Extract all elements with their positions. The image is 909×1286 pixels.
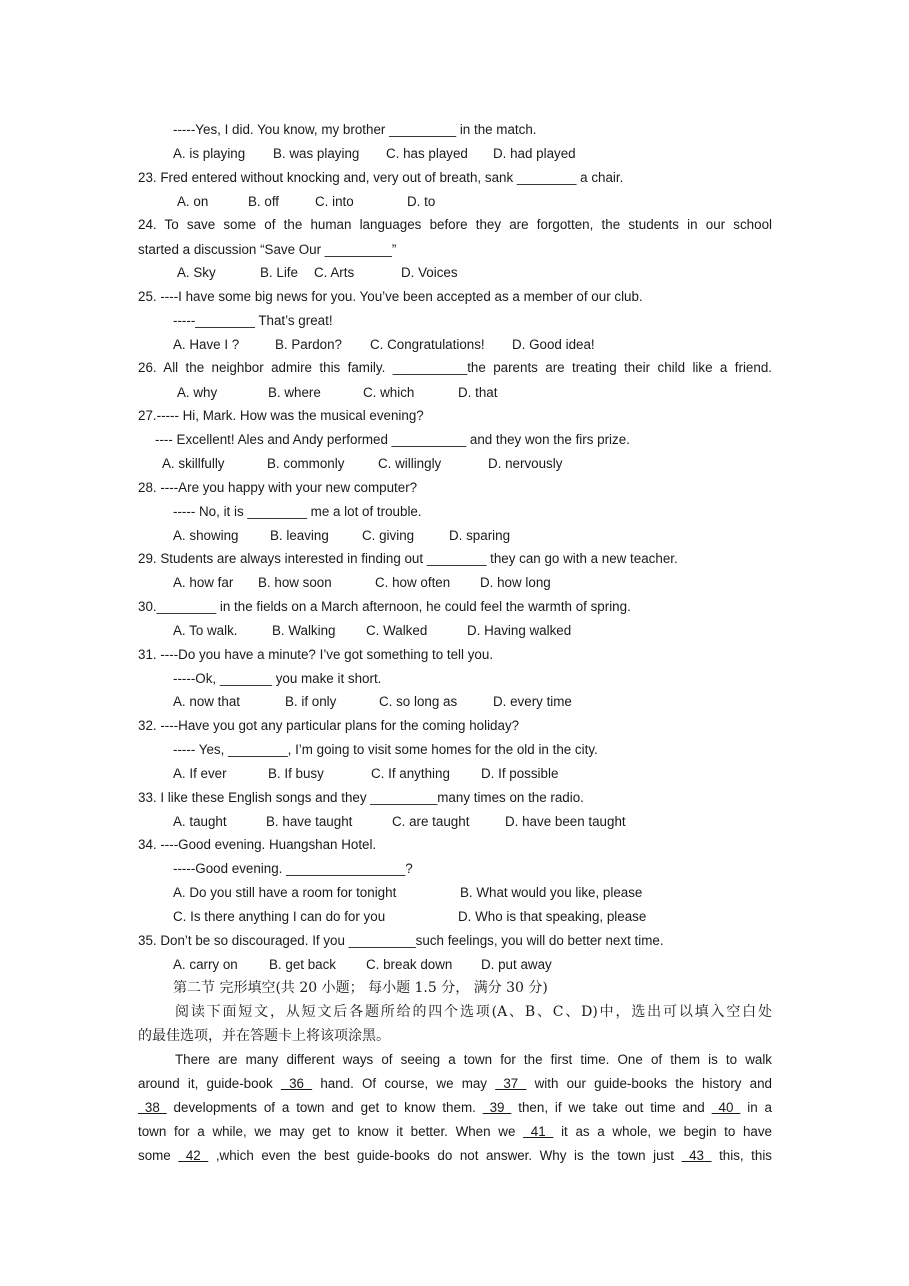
- line-text: 30.________ in the fields on a March afternoon, he could feel the warmth of spring.: [138, 599, 631, 614]
- passage-text: There are many different ways of seeing a town for the first time. One of them is to walk: [175, 1052, 772, 1067]
- option-c: C. are taught: [392, 814, 470, 829]
- q32-options: [173, 765, 559, 783]
- option-a: A. now that: [173, 694, 240, 709]
- line-text: 23. Fred entered without knocking and, very out of breath, sank ________ a chair.: [138, 170, 624, 185]
- option-d: D. that: [458, 385, 498, 400]
- option-c: C. Walked: [366, 623, 428, 638]
- option-c: C. Congratulations!: [370, 337, 485, 352]
- option-a: A. how far: [173, 575, 234, 590]
- q24-options: [177, 264, 458, 282]
- option-d: D. If possible: [481, 766, 559, 781]
- option-c: C. If anything: [371, 766, 450, 781]
- option-d: D. how long: [480, 575, 551, 590]
- q22-options: [173, 145, 576, 163]
- line-text: 31. ----Do you have a minute? I’ve got something to tell you.: [138, 647, 494, 662]
- q28-stem: [138, 479, 417, 497]
- q25-reply: [173, 312, 333, 330]
- line-text: -----Ok, _______ you make it short.: [173, 671, 382, 686]
- option-c: C. Is there anything I can do for you: [173, 909, 386, 924]
- passage-text: some: [138, 1148, 179, 1163]
- option-a: A. taught: [173, 814, 227, 829]
- passage-text: town for a while, we may get to know it better. When we: [138, 1124, 524, 1139]
- option-b: B. commonly: [267, 456, 345, 471]
- line-text: 25. ----I have some big news for you. You’ve been accepted as a member of our club.: [138, 289, 643, 304]
- option-b: B. What would you like, please: [460, 885, 643, 900]
- instructions-line2: [138, 1027, 390, 1045]
- q34-reply: [173, 860, 413, 878]
- passage-text: this, this: [711, 1148, 773, 1163]
- line-text: 阅读下面短文，从短文后各题所给的四个选项(A、B、C、D)中，选出可以填入空白处: [175, 1004, 772, 1020]
- q30-stem: [138, 598, 631, 616]
- option-b: B. get back: [269, 957, 336, 972]
- q26-options: [177, 384, 498, 402]
- line-text: 26. All the neighbor admire this family. __________the parents are treating their child like a friend.: [138, 360, 772, 375]
- option-a: A. showing: [173, 528, 239, 543]
- q33-stem: [138, 789, 584, 807]
- cloze-blank-number: 42: [178, 1148, 209, 1163]
- q31-options: [173, 693, 572, 711]
- passage-text: in a: [740, 1100, 772, 1115]
- option-a: A. why: [177, 385, 218, 400]
- option-d: D. to: [407, 194, 436, 209]
- cloze-blank-number: 38: [138, 1100, 167, 1115]
- option-d: D. had played: [493, 146, 576, 161]
- passage-line: [138, 1147, 772, 1165]
- q34-stem: [138, 836, 376, 854]
- option-b: B. was playing: [273, 146, 360, 161]
- option-b: B. Life: [260, 265, 298, 280]
- passage-text: with our guide-books the history and: [526, 1076, 773, 1091]
- q32-reply: [173, 741, 598, 759]
- line-text: -----Yes, I did. You know, my brother _________ in the match.: [173, 122, 537, 137]
- q35-options: [173, 956, 552, 974]
- line-text: ----- Yes, ________, I’m going to visit some homes for the old in the city.: [173, 742, 598, 757]
- option-c: C. has played: [386, 146, 468, 161]
- passage-line: [138, 1123, 772, 1141]
- option-c: C. giving: [362, 528, 415, 543]
- option-a: A. carry on: [173, 957, 238, 972]
- passage-text: hand. Of course, we may: [312, 1076, 496, 1091]
- q27-options: [162, 455, 563, 473]
- option-d: D. Good idea!: [512, 337, 595, 352]
- option-b: B. Walking: [272, 623, 336, 638]
- option-b: B. have taught: [266, 814, 353, 829]
- instructions-line1: [175, 1003, 772, 1021]
- option-c: C. which: [363, 385, 415, 400]
- option-d: D. sparing: [449, 528, 511, 543]
- option-a: A. Have I ?: [173, 337, 240, 352]
- line-text: 35. Don’t be so discouraged. If you _________such feelings, you will do better next time.: [138, 933, 664, 948]
- option-a: A. Sky: [177, 265, 216, 280]
- option-c: C. willingly: [378, 456, 442, 471]
- q25-options: [173, 336, 595, 354]
- q27-stem: [138, 407, 424, 425]
- option-d: D. Having walked: [467, 623, 572, 638]
- cloze-blank-number: 43: [681, 1148, 712, 1163]
- passage-line: [138, 1075, 772, 1093]
- option-a: A. If ever: [173, 766, 227, 781]
- option-d: D. Voices: [401, 265, 458, 280]
- line-text: 33. I like these English songs and they _________many times on the radio.: [138, 790, 584, 805]
- option-a: A. is playing: [173, 146, 246, 161]
- q23-stem: [138, 169, 623, 187]
- option-a: A. Do you still have a room for tonight: [173, 885, 397, 900]
- option-a: A. skillfully: [162, 456, 225, 471]
- line-text: 34. ----Good evening. Huangshan Hotel.: [138, 837, 377, 852]
- q24-stem-line1: [138, 216, 772, 234]
- cloze-blank-number: 40: [711, 1100, 741, 1115]
- option-c: C. how often: [375, 575, 451, 590]
- q29-stem: [138, 550, 678, 568]
- option-d: D. nervously: [488, 456, 563, 471]
- line-text: 第二节 完形填空(共 20 小题； 每小题 1.5 分， 满分 30 分): [173, 980, 548, 996]
- passage-line: [175, 1051, 772, 1069]
- line-text: ---- Excellent! Ales and Andy performed __________ and they won the firs prize.: [155, 432, 630, 447]
- option-b: B. off: [248, 194, 280, 209]
- q28-options: [173, 527, 511, 545]
- option-b: B. Pardon?: [275, 337, 342, 352]
- line-text: -----________ That’s great!: [173, 313, 333, 328]
- passage-text: then, if we take out time and: [511, 1100, 712, 1115]
- q32-stem: [138, 717, 519, 735]
- q33-options: [173, 813, 626, 831]
- passage-text: around it, guide-book: [138, 1076, 281, 1091]
- option-a: A. To walk.: [173, 623, 238, 638]
- cloze-blank-number: 36: [280, 1076, 313, 1091]
- q24-stem-line2: [138, 241, 396, 259]
- cloze-blank-number: 41: [523, 1124, 554, 1139]
- q31-reply: [173, 670, 381, 688]
- option-b: B. where: [268, 385, 321, 400]
- q25-stem: [138, 288, 643, 306]
- option-d: D. Who is that speaking, please: [458, 909, 647, 924]
- line-text: 28. ----Are you happy with your new computer?: [138, 480, 418, 495]
- line-text: 24. To save some of the human languages before they are forgotten, the students in our school: [138, 217, 772, 232]
- cloze-blank-number: 37: [495, 1076, 527, 1091]
- q23-options: [177, 193, 436, 211]
- option-c: C. so long as: [379, 694, 458, 709]
- option-b: B. if only: [285, 694, 337, 709]
- passage-text: ,which even the best guide-books do not answer. Why is the town just: [208, 1148, 682, 1163]
- line-text: -----Good evening. ________________?: [173, 861, 413, 876]
- option-c: C. Arts: [314, 265, 355, 280]
- q31-stem: [138, 646, 493, 664]
- q22-dialogue-reply: [173, 121, 537, 139]
- option-d: D. have been taught: [505, 814, 626, 829]
- q29-options: [173, 574, 551, 592]
- line-text: started a discussion “Save Our _________”: [138, 242, 397, 257]
- line-text: 29. Students are always interested in finding out ________ they can go with a new teacher.: [138, 551, 678, 566]
- cloze-blank-number: 39: [482, 1100, 512, 1115]
- q34-options-row2: [173, 908, 647, 926]
- option-c: C. break down: [366, 957, 453, 972]
- passage-text: developments of a town and get to know them.: [166, 1100, 483, 1115]
- q34-options-row1: [173, 884, 643, 902]
- passage-text: it as a whole, we begin to have: [553, 1124, 772, 1139]
- option-a: A. on: [177, 194, 209, 209]
- option-d: D. put away: [481, 957, 552, 972]
- section2-heading: [173, 979, 548, 997]
- q28-reply: [173, 503, 422, 521]
- passage-line: [138, 1099, 772, 1117]
- option-b: B. how soon: [258, 575, 332, 590]
- line-text: ----- No, it is ________ me a lot of trouble.: [173, 504, 422, 519]
- option-d: D. every time: [493, 694, 572, 709]
- line-text: 27.----- Hi, Mark. How was the musical evening?: [138, 408, 424, 423]
- option-b: B. leaving: [270, 528, 329, 543]
- q35-stem: [138, 932, 664, 950]
- line-text: 32. ----Have you got any particular plans for the coming holiday?: [138, 718, 520, 733]
- option-b: B. If busy: [268, 766, 324, 781]
- line-text: 的最佳选项，并在答题卡上将该项涂黑。: [138, 1028, 390, 1044]
- q26-stem: [138, 359, 772, 377]
- option-c: C. into: [315, 194, 354, 209]
- q30-options: [173, 622, 572, 640]
- q27-reply: [155, 431, 630, 449]
